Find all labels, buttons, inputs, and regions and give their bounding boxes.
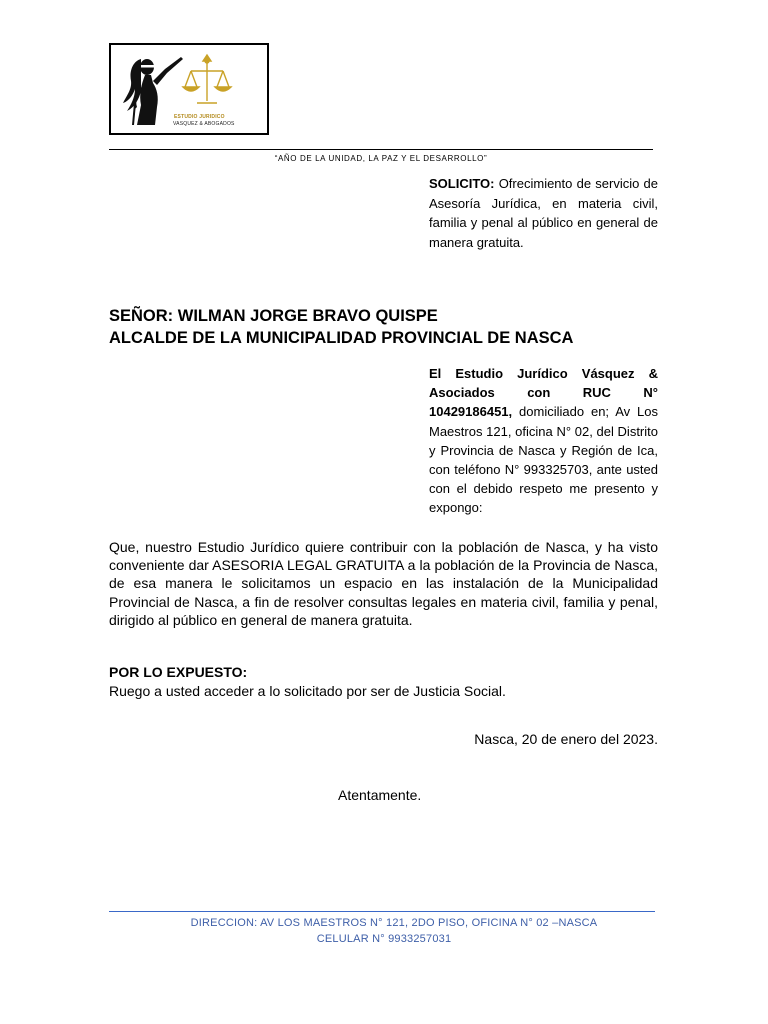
sender-details: domiciliado en; Av Los Maestros 121, oficina N° 02, del Distrito y Provincia de Nasca y Región de Ica, con teléfono N° 993325703, ante usted con el debido respeto me presento y expongo:: [429, 404, 658, 516]
addressee-name: SEÑOR: WILMAN JORGE BRAVO QUISPE: [109, 307, 438, 325]
date-line: Nasca, 20 de enero del 2023.: [474, 731, 658, 747]
logo-title: ESTUDIO JURIDICO: [174, 114, 225, 120]
solicito-block: [429, 174, 658, 252]
sender-block: [429, 364, 658, 518]
addressee-title: ALCALDE DE LA MUNICIPALIDAD PROVINCIAL DE NASCA: [109, 329, 574, 347]
logo-subtitle: VASQUEZ & ABOGADOS: [173, 121, 235, 127]
request-paragraph: Que, nuestro Estudio Jurídico quiere contribuir con la población de Nasca, y ha visto conveniente dar ASESORIA LEGAL GRATUITA a la población de la Provincia de Nasca, de esa manera le solicitamos un espacio en las instalación de la Municipalidad Provincial de Nasca, a fin de resolver consultas legales en materia civil, familia y penal, dirigido al público en general de manera gratuita.: [109, 539, 658, 628]
addressee-block: [109, 305, 573, 349]
solicito-label: SOLICITO:: [429, 176, 495, 191]
firm-logo: [109, 43, 269, 135]
footer-address: DIRECCION: AV LOS MAESTROS N° 121, 2DO PISO, OFICINA N° 02 –NASCA: [190, 917, 598, 929]
closing: Atentamente.: [338, 787, 422, 803]
expuesto-heading: POR LO EXPUESTO:: [109, 664, 248, 680]
solicito-text: Ofrecimiento de servicio de Asesoría Jurídica, en materia civil, familia y penal al público en general de manera gratuita.: [429, 176, 658, 250]
footer-phone: CELULAR N° 9933257031: [316, 933, 452, 945]
year-motto: “AÑO DE LA UNIDAD, LA PAZ Y EL DESARROLLO”: [274, 154, 488, 163]
footer-divider: [109, 911, 655, 912]
expuesto-text: Ruego a usted acceder a lo solicitado por ser de Justicia Social.: [109, 683, 506, 699]
sender-identification: El Estudio Jurídico Vásquez & Asociados con RUC N° 10429186451,: [429, 366, 658, 420]
header-divider: [109, 149, 653, 150]
